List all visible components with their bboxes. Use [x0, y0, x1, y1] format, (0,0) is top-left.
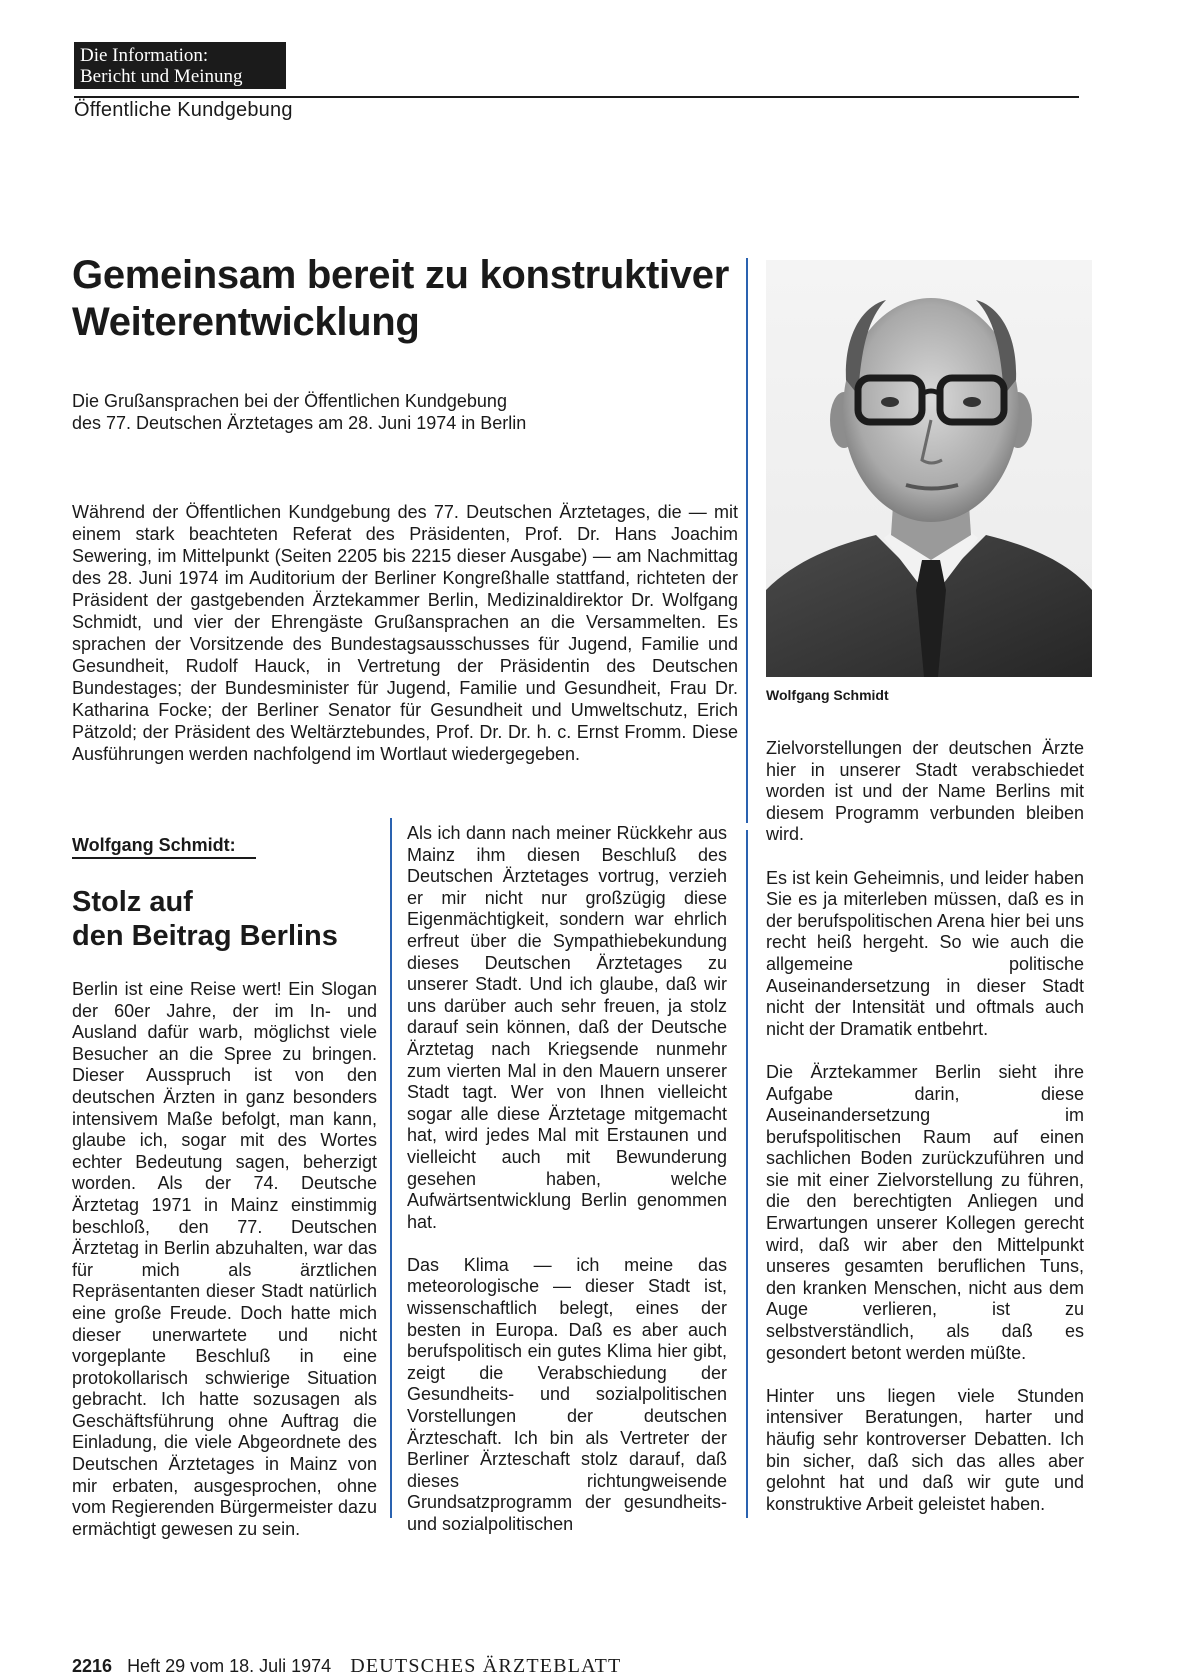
speech-column-1 — [72, 979, 377, 1540]
speaker-name: Wolfgang Schmidt: — [72, 835, 256, 859]
section-label: Öffentliche Kundgebung — [74, 99, 293, 121]
speech-title — [72, 885, 392, 953]
subtitle-line1: Die Grußansprachen bei der Öffentlichen Kundgebung — [72, 391, 507, 411]
article-subtitle — [72, 390, 632, 434]
speech-title-line1: Stolz auf — [72, 886, 193, 918]
paragraph: Es ist kein Geheimnis, und leider haben Sie es ja miterleben müssen, daß es in der berufspolitischen Arena hier bei uns recht heiß hergeht. So wie auch die allgemeine politische Auseinandersetzung in dieser Stadt nicht der Intensität und oftmals auch nicht der Dramatik entbehrt. — [766, 867, 1084, 1039]
paragraph: Das Klima — ich meine das meteorologische — dieser Stadt ist, wissenschaftlich belegt, eines der besten in Europa. Daß es aber auch berufspolitisch ein gutes Klima hier gibt, zeigt die Verabschiedung der Gesundheits- und sozialpolitischen Vorstellungen der deutschen Ärzteschaft. Ich bin als Vertreter der Berliner Ärzteschaft stolz darauf, daß dieses richtungweisende Grundsatzprogramm der gesundheits- und sozialpolitischen — [407, 1254, 727, 1534]
header-rule — [74, 96, 1079, 98]
photo-caption: Wolfgang Schmidt — [766, 687, 889, 703]
subtitle-line2: des 77. Deutschen Ärztetages am 28. Juni 1974 in Berlin — [72, 413, 527, 433]
section-header-box — [74, 42, 286, 89]
paragraph: Als ich dann nach meiner Rückkehr aus Mainz ihm diesen Beschluß des Deutschen Ärztetages vortrug, verzieh er mir nicht nur großzügig diese Eigenmächtigkeit, sondern war ehrlich erfreut über die Sympathiebekundung dieses Deutschen Ärztetages zu unserer Stadt. Und ich glaube, daß wir uns darüber auch sehr freuen, ja stolz darauf sein können, daß der Deutsche Ärztetag nach Kriegsende nunmehr zum vierten Mal in den Mauern unserer Stadt tagt. Wer von Ihnen vielleicht sogar alle diese Ärztetage mitgemacht hat, wird jedes Mal mit Erstaunen und vielleicht auch mit Bewunderung gesehen haben, welche Aufwärtsentwicklung Berlin genommen hat. — [407, 823, 727, 1232]
portrait-photo — [766, 260, 1092, 677]
header-box-line2: Bericht und Meinung — [80, 66, 243, 87]
issue-info: Heft 29 vom 18. Juli 1974 — [127, 1656, 332, 1676]
paragraph: Berlin ist eine Reise wert! Ein Slogan der 60er Jahre, der im In- und Ausland dafür warb, möglichst viele Besucher an die Spree zu bringen. Dieser Ausspruch ist von den deutschen Ärzten in ganz besonders intensivem Maße befolgt, man kann, glaube ich, sogar mit des Wortes echter Bedeutung sagen, beherzigt worden. Als der 74. Deutsche Ärztetag 1971 in Mainz einstimmig beschloß, den 77. Deutschen Ärztetag in Berlin abzuhalten, war das für mich als ärztlichen Repräsentanten dieser Stadt natürlich eine große Freude. Doch hatte mich dieser unerwartete und nicht vorgeplante Beschluß in eine protokollarisch schwierige Situation gebracht. Ich hatte sozusagen als Geschäftsführung ohne Auftrag die Einladung, die viele Abgeordnete des Deutschen Ärztetages in Mainz von mir erbaten, ausgesprochen, ohne vom Regierenden Bürgermeister dazu ermächtigt gewesen zu sein. — [72, 979, 377, 1539]
portrait-illustration — [766, 260, 1092, 677]
paragraph: Hinter uns liegen viele Stunden intensiver Beratungen, harter und häufig sehr kontroverser Debatten. Ich bin sicher, daß sich das alles aber gelohnt hat und daß wir gute und konstruktive Arbeit geleistet haben. — [766, 1385, 1084, 1514]
paragraph: Zielvorstellungen der deutschen Ärzte hier in unserer Stadt verabschiedet worden ist und der Name Berlins mit diesem Programm verbunden bleiben wird. — [766, 738, 1084, 845]
page-number: 2216 — [72, 1656, 113, 1676]
header-box-line1: Die Information: — [80, 45, 209, 66]
paragraph: Die Ärztekammer Berlin sieht ihre Aufgabe darin, diese Auseinandersetzung im berufspolitischen Raum auf einen sachlichen Boden zurückzuführen und sie mit einer Zielvorstellung zu führen, die den berechtigten Anliegen und Erwartungen unserer Kollegen gerecht wird, daß wir aber den Mittelpunkt unseres gesamten beruflichen Tuns, den kranken Menschen, nicht aus dem Auge verlieren, ist zu selbstverständlich, als daß es gesondert betont werden müßte. — [766, 1061, 1084, 1363]
article-intro: Während der Öffentlichen Kundgebung des 77. Deutschen Ärztetages, die — mit einem stark beachteten Referat des Präsidenten, Prof. Dr. Hans Joachim Sewering, im Mittelpunkt (Seiten 2205 bis 2215 dieser Ausgabe) — am Nachmittag des 28. Juni 1974 im Auditorium der Berliner Kongreßhalle stattfand, richteten der Präsident der gastgebenden Ärztekammer Berlin, Medizinaldirektor Dr. Wolfgang Schmidt, und vier der Ehrengäste Grußansprachen an die Versammelten. Es sprachen der Vorsitzende des Bundestagsausschusses für Jugend, Familie und Gesundheit, Rudolf Hauck, in Vertretung der Präsidentin des Deutschen Bundestages; der Bundesminister für Jugend, Familie und Gesundheit, Frau Dr. Katharina Focke; der Berliner Senator für Gesundheit und Umweltschutz, Erich Pätzold; der Präsident des Weltärztebundes, Prof. Dr. Dr. h. c. Ernst Fromm. Diese Ausführungen werden nachfolgend im Wortlaut wiedergegeben. — [72, 502, 738, 764]
speech-column-3 — [766, 738, 1084, 1515]
speech-column-2 — [407, 823, 727, 1536]
article-title: Gemeinsam bereit zu konstruktiver Weiterentwicklung — [72, 253, 729, 344]
page-footer — [72, 1655, 621, 1678]
column-rule-right — [746, 830, 748, 1518]
title-column-rule — [746, 258, 748, 823]
journal-name: DEUTSCHES ÄRZTEBLATT — [350, 1655, 622, 1677]
speech-title-line2: den Beitrag Berlins — [72, 920, 338, 952]
